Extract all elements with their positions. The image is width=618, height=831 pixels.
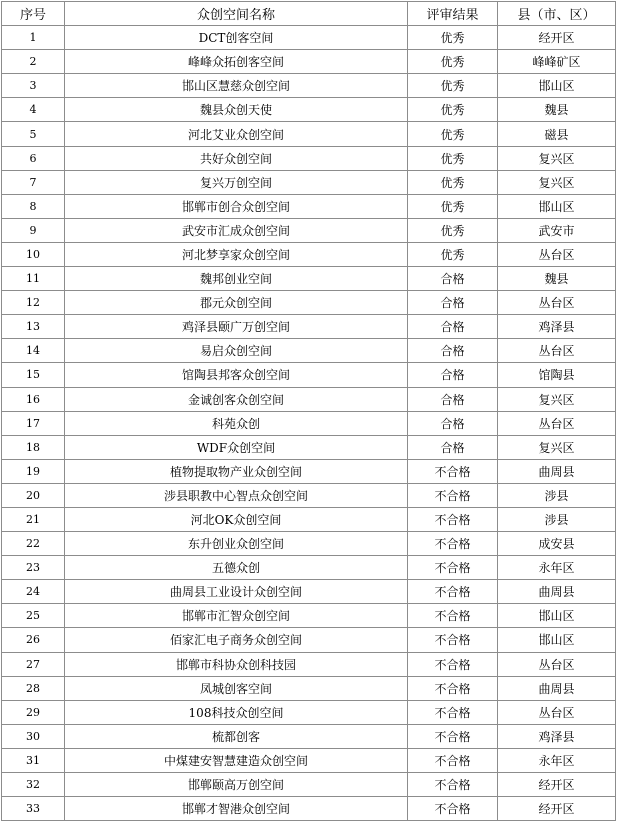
cell-index: 8	[2, 194, 65, 218]
cell-index: 4	[2, 98, 65, 122]
cell-county: 曲周县	[498, 676, 616, 700]
cell-index: 10	[2, 242, 65, 266]
table-row	[2, 170, 616, 194]
cell-result: 合格	[408, 267, 498, 291]
cell-county: 鸡泽县	[498, 315, 616, 339]
cell-county: 峰峰矿区	[498, 50, 616, 74]
table-row	[2, 556, 616, 580]
cell-name: 金诚创客众创空间	[65, 387, 408, 411]
cell-county: 复兴区	[498, 170, 616, 194]
table-row	[2, 74, 616, 98]
cell-county: 丛台区	[498, 700, 616, 724]
cell-county: 丛台区	[498, 242, 616, 266]
cell-name: 武安市汇成众创空间	[65, 218, 408, 242]
header-row	[2, 2, 616, 26]
table-row	[2, 676, 616, 700]
cell-result: 不合格	[408, 459, 498, 483]
table-row	[2, 748, 616, 772]
cell-result: 不合格	[408, 580, 498, 604]
cell-name: 涉县职教中心智点众创空间	[65, 483, 408, 507]
cell-name: 东升创业众创空间	[65, 532, 408, 556]
cell-result: 优秀	[408, 122, 498, 146]
table-row	[2, 532, 616, 556]
cell-index: 31	[2, 748, 65, 772]
cell-name: 魏县众创天使	[65, 98, 408, 122]
cell-result: 不合格	[408, 483, 498, 507]
cell-index: 17	[2, 411, 65, 435]
cell-result: 合格	[408, 411, 498, 435]
cell-name: 108科技众创空间	[65, 700, 408, 724]
cell-name: 河北OK众创空间	[65, 507, 408, 531]
cell-result: 合格	[408, 339, 498, 363]
cell-index: 23	[2, 556, 65, 580]
cell-county: 邯山区	[498, 604, 616, 628]
cell-name: 邯郸市汇智众创空间	[65, 604, 408, 628]
evaluation-table	[1, 1, 616, 821]
cell-index: 16	[2, 387, 65, 411]
cell-result: 不合格	[408, 676, 498, 700]
table-row	[2, 652, 616, 676]
cell-name: 共好众创空间	[65, 146, 408, 170]
cell-index: 22	[2, 532, 65, 556]
table-row	[2, 242, 616, 266]
table-row	[2, 459, 616, 483]
table-row	[2, 773, 616, 797]
cell-result: 不合格	[408, 797, 498, 821]
cell-name: 邯郸才智港众创空间	[65, 797, 408, 821]
cell-name: 河北艾业众创空间	[65, 122, 408, 146]
table-row	[2, 363, 616, 387]
table-row	[2, 387, 616, 411]
cell-county: 复兴区	[498, 387, 616, 411]
cell-county: 经开区	[498, 797, 616, 821]
table-row	[2, 724, 616, 748]
cell-result: 优秀	[408, 242, 498, 266]
cell-result: 不合格	[408, 724, 498, 748]
cell-county: 邯山区	[498, 628, 616, 652]
table-row	[2, 507, 616, 531]
cell-index: 19	[2, 459, 65, 483]
cell-name: 河北梦享家众创空间	[65, 242, 408, 266]
cell-name: 魏邦创业空间	[65, 267, 408, 291]
cell-result: 不合格	[408, 604, 498, 628]
table-row	[2, 194, 616, 218]
cell-index: 15	[2, 363, 65, 387]
cell-result: 优秀	[408, 170, 498, 194]
cell-county: 丛台区	[498, 291, 616, 315]
table-row	[2, 628, 616, 652]
cell-county: 鸡泽县	[498, 724, 616, 748]
cell-county: 邯山区	[498, 194, 616, 218]
cell-result: 不合格	[408, 652, 498, 676]
header-result: 评审结果	[408, 2, 498, 26]
cell-name: 梳都创客	[65, 724, 408, 748]
cell-county: 魏县	[498, 267, 616, 291]
cell-index: 32	[2, 773, 65, 797]
cell-index: 33	[2, 797, 65, 821]
table-row	[2, 218, 616, 242]
cell-index: 27	[2, 652, 65, 676]
table-row	[2, 291, 616, 315]
cell-index: 20	[2, 483, 65, 507]
cell-result: 优秀	[408, 50, 498, 74]
table-row	[2, 26, 616, 50]
cell-name: 中煤建安智慧建造众创空间	[65, 748, 408, 772]
table-row	[2, 146, 616, 170]
cell-result: 不合格	[408, 748, 498, 772]
header-name: 众创空间名称	[65, 2, 408, 26]
cell-name: 郡元众创空间	[65, 291, 408, 315]
cell-result: 优秀	[408, 26, 498, 50]
cell-county: 磁县	[498, 122, 616, 146]
cell-county: 馆陶县	[498, 363, 616, 387]
cell-name: 曲周县工业设计众创空间	[65, 580, 408, 604]
table-row	[2, 315, 616, 339]
cell-result: 优秀	[408, 146, 498, 170]
cell-county: 丛台区	[498, 339, 616, 363]
cell-name: 鸡泽县颐广万创空间	[65, 315, 408, 339]
table-row	[2, 122, 616, 146]
cell-index: 21	[2, 507, 65, 531]
cell-county: 丛台区	[498, 652, 616, 676]
cell-result: 优秀	[408, 218, 498, 242]
cell-result: 不合格	[408, 773, 498, 797]
cell-name: 邯郸市创合众创空间	[65, 194, 408, 218]
table-row	[2, 797, 616, 821]
cell-index: 18	[2, 435, 65, 459]
table-row	[2, 411, 616, 435]
cell-result: 不合格	[408, 556, 498, 580]
cell-county: 曲周县	[498, 459, 616, 483]
cell-county: 复兴区	[498, 435, 616, 459]
cell-name: 佰家汇电子商务众创空间	[65, 628, 408, 652]
table-row	[2, 98, 616, 122]
cell-county: 涉县	[498, 507, 616, 531]
header-county: 县（市、区）	[498, 2, 616, 26]
cell-index: 14	[2, 339, 65, 363]
cell-index: 26	[2, 628, 65, 652]
cell-name: 邯郸颐高万创空间	[65, 773, 408, 797]
table-row	[2, 267, 616, 291]
table-row	[2, 483, 616, 507]
cell-county: 永年区	[498, 556, 616, 580]
cell-name: 复兴万创空间	[65, 170, 408, 194]
cell-name: 馆陶县邦客众创空间	[65, 363, 408, 387]
table-row	[2, 50, 616, 74]
cell-index: 7	[2, 170, 65, 194]
cell-index: 3	[2, 74, 65, 98]
cell-result: 不合格	[408, 628, 498, 652]
table-row	[2, 435, 616, 459]
cell-county: 经开区	[498, 26, 616, 50]
cell-result: 合格	[408, 435, 498, 459]
cell-index: 9	[2, 218, 65, 242]
cell-index: 12	[2, 291, 65, 315]
cell-county: 武安市	[498, 218, 616, 242]
cell-index: 25	[2, 604, 65, 628]
cell-result: 合格	[408, 363, 498, 387]
header-index: 序号	[2, 2, 65, 26]
cell-index: 13	[2, 315, 65, 339]
cell-county: 丛台区	[498, 411, 616, 435]
table-body	[2, 26, 616, 821]
table-header	[2, 2, 616, 26]
cell-index: 24	[2, 580, 65, 604]
cell-name: 易启众创空间	[65, 339, 408, 363]
table-row	[2, 580, 616, 604]
cell-name: 五德众创	[65, 556, 408, 580]
table-row	[2, 700, 616, 724]
cell-result: 合格	[408, 291, 498, 315]
cell-index: 1	[2, 26, 65, 50]
table-row	[2, 339, 616, 363]
cell-name: WDF众创空间	[65, 435, 408, 459]
cell-county: 复兴区	[498, 146, 616, 170]
cell-name: DCT创客空间	[65, 26, 408, 50]
cell-county: 曲周县	[498, 580, 616, 604]
cell-result: 优秀	[408, 194, 498, 218]
cell-index: 28	[2, 676, 65, 700]
table-row	[2, 604, 616, 628]
cell-result: 优秀	[408, 98, 498, 122]
cell-index: 30	[2, 724, 65, 748]
cell-name: 邯郸市科协众创科技园	[65, 652, 408, 676]
cell-county: 涉县	[498, 483, 616, 507]
cell-index: 2	[2, 50, 65, 74]
cell-name: 植物提取物产业众创空间	[65, 459, 408, 483]
cell-name: 峰峰众拓创客空间	[65, 50, 408, 74]
cell-result: 优秀	[408, 74, 498, 98]
cell-county: 成安县	[498, 532, 616, 556]
cell-index: 5	[2, 122, 65, 146]
cell-result: 不合格	[408, 532, 498, 556]
cell-index: 6	[2, 146, 65, 170]
cell-result: 不合格	[408, 700, 498, 724]
cell-index: 29	[2, 700, 65, 724]
cell-name: 科苑众创	[65, 411, 408, 435]
cell-county: 魏县	[498, 98, 616, 122]
cell-county: 邯山区	[498, 74, 616, 98]
cell-result: 合格	[408, 315, 498, 339]
cell-index: 11	[2, 267, 65, 291]
cell-county: 永年区	[498, 748, 616, 772]
cell-name: 凤城创客空间	[65, 676, 408, 700]
cell-result: 合格	[408, 387, 498, 411]
cell-county: 经开区	[498, 773, 616, 797]
cell-name: 邯山区慧慈众创空间	[65, 74, 408, 98]
cell-result: 不合格	[408, 507, 498, 531]
